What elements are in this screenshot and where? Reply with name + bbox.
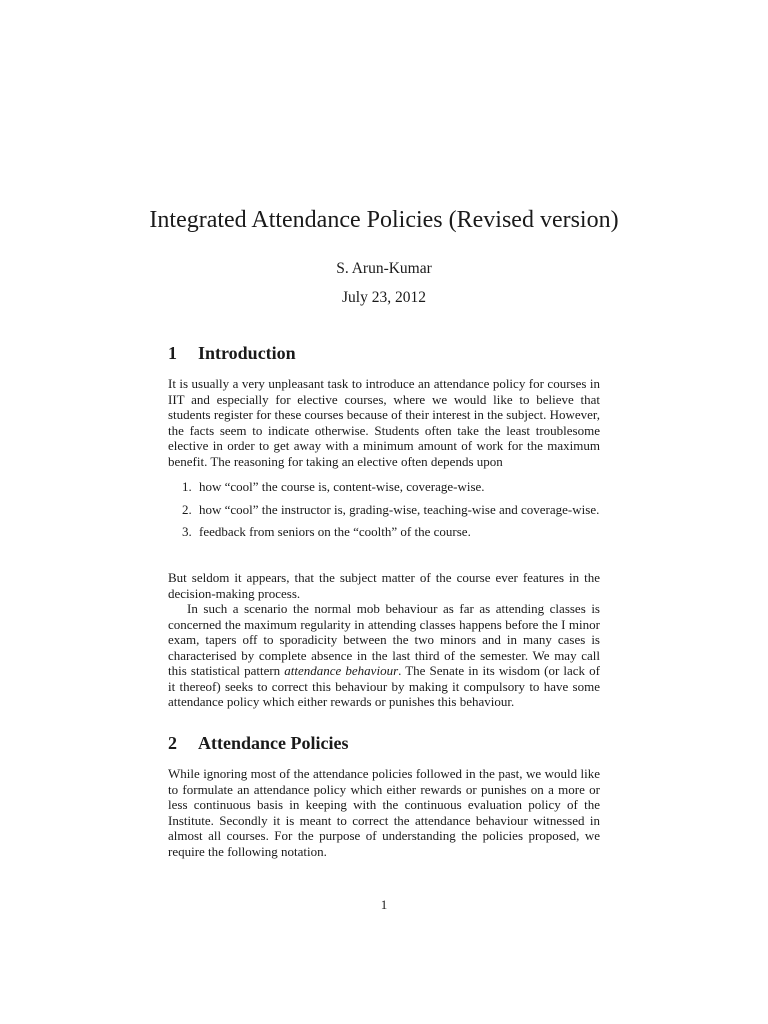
emphasized-term: attendance behaviour <box>284 663 399 678</box>
introduction-paragraph <box>168 376 600 469</box>
paragraph-text: It is usually a very unpleasant task to introduce an attendance policy for courses in IIT and especially for elective courses, where we would like to believe that students register for these courses because of their interest in the subject. However, the facts seem to indicate otherwise. Students often take the least troublesome elective in order to get away with a minimum amount of work for the maximum benefit. The reasoning for taking an elective often depends upon <box>168 376 600 469</box>
page-number: 1 <box>380 897 388 912</box>
paragraph-text: In such a scenario the normal mob behaviour as far as attending classes is concerned the maximum regularity in attending classes happens before the I minor exam, tapers off to sporadicity between the two minors and in many cases is characterised by complete absence in the last third of the semester. We may call this statistical pattern <box>168 601 600 678</box>
list-item <box>168 502 600 518</box>
attendance-policies-paragraph <box>168 766 600 859</box>
list-item-text: how “cool” the course is, content-wise, coverage-wise. <box>199 479 485 494</box>
list-marker: 1. <box>182 479 192 494</box>
section-title: Introduction <box>198 343 296 363</box>
list-item <box>168 524 600 540</box>
paper-author: S. Arun-Kumar <box>336 260 432 277</box>
reasoning-list <box>168 479 600 547</box>
section-number: 1 <box>168 343 177 363</box>
section-heading-attendance-policies <box>168 731 600 755</box>
list-marker: 3. <box>182 524 192 539</box>
section-title: Attendance Policies <box>198 733 349 753</box>
list-marker: 2. <box>182 501 192 517</box>
paragraph-text: . The Senate in its wisdom (or lack of it thereof) seeks to correct this behaviour by making it compulsory to have some attendance policy which either rewards or punishes this behaviour. <box>168 663 600 709</box>
section-heading-introduction <box>168 341 600 365</box>
paper-date: July 23, 2012 <box>342 289 426 306</box>
list-item-text: feedback from seniors on the “coolth” of the course. <box>199 524 471 539</box>
section-number: 2 <box>168 733 177 753</box>
list-item <box>168 479 600 495</box>
paragraph-text: While ignoring most of the attendance policies followed in the past, we would like to formulate an attendance policy which either rewards or punishes on a more or less continuous basis in keeping with the continuous evaluation policy of the Institute. Secondly it is meant to correct the attendance behaviour witnessed in almost all courses. For the purpose of understanding the policies proposed, we require the following notation. <box>168 766 600 859</box>
paper-title: Integrated Attendance Policies (Revised version) <box>149 207 619 233</box>
behaviour-paragraphs <box>168 570 600 710</box>
attendance-behaviour-paragraph <box>168 601 600 710</box>
paragraph-text: But seldom it appears, that the subject matter of the course ever features in the decision-making process. <box>168 570 600 601</box>
list-item-text: how “cool” the instructor is, grading-wise, teaching-wise and coverage-wise. <box>199 501 600 517</box>
